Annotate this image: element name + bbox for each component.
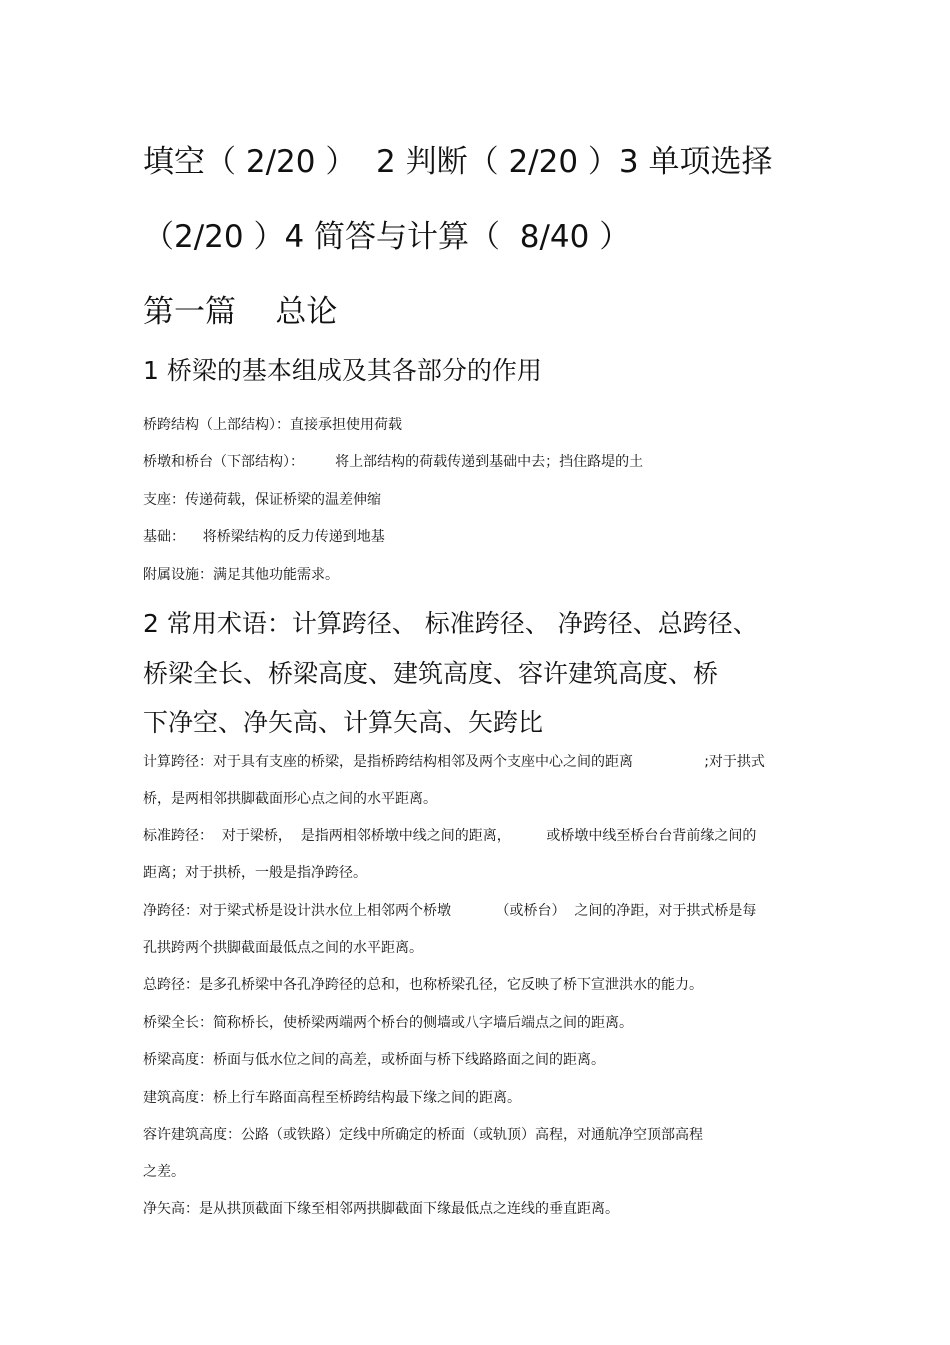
section-title: 第一篇 总论 [143, 294, 338, 330]
component-item: 桥墩和桥台（下部结构）： 将上部结构的荷载传递到基础中去；挡住路堤的土 [143, 454, 644, 470]
definition-line: 桥梁全长：简称桥长，使桥梁两端两个桥台的侧墙或八字墙后端点之间的距离。 [143, 1015, 633, 1031]
definition-line: 距离；对于拱桥，一般是指净跨径。 [143, 865, 367, 881]
definition-line: 建筑高度：桥上行车路面高程至桥跨结构最下缘之间的距离。 [143, 1090, 521, 1106]
definition-line: 计算跨径：对于具有支座的桥梁，是指桥跨结构相邻及两个支座中心之间的距离 ;对于拱式 [143, 754, 765, 770]
definition-line: 容许建筑高度：公路（或铁路）定线中所确定的桥面（或轨顶）高程，对通航净空顶部高程 [143, 1127, 703, 1143]
exam-score-line-2: （2/20 ）4 简答与计算（ 8/40 ） [143, 219, 631, 255]
definition-line: 孔拱跨两个拱脚截面最低点之间的水平距离。 [143, 940, 423, 956]
definition-line: 标准跨径： 对于梁桥， 是指两相邻桥墩中线之间的距离， 或桥墩中线至桥台台背前缘之间的 [143, 828, 757, 844]
question-2-title-line: 桥梁全长、桥梁高度、建筑高度、容许建筑高度、桥 [143, 659, 719, 688]
question-1-title: 1 桥梁的基本组成及其各部分的作用 [143, 356, 542, 385]
question-2-title-line: 2 常用术语：计算跨径、 标准跨径、 净跨径、总跨径、 [143, 609, 758, 638]
component-item: 桥跨结构（上部结构）：直接承担使用荷载 [143, 417, 402, 433]
component-item: 支座：传递荷载，保证桥梁的温差伸缩 [143, 492, 381, 508]
definition-line: 总跨径：是多孔桥梁中各孔净跨径的总和，也称桥梁孔径，它反映了桥下宣泄洪水的能力。 [143, 977, 703, 993]
definition-line: 桥，是两相邻拱脚截面形心点之间的水平距离。 [143, 791, 437, 807]
component-item: 附属设施：满足其他功能需求。 [143, 567, 339, 583]
question-2-title-line: 下净空、净矢高、计算矢高、矢跨比 [143, 708, 544, 737]
definition-line: 桥梁高度：桥面与低水位之间的高差，或桥面与桥下线路路面之间的距离。 [143, 1052, 605, 1068]
definition-line: 净跨径：对于梁式桥是设计洪水位上相邻两个桥墩 （或桥台） 之间的净距，对于拱式桥是每 [143, 903, 757, 919]
component-item: 基础： 将桥梁结构的反力传递到地基 [143, 529, 385, 545]
definition-line: 之差。 [143, 1164, 185, 1180]
definition-line: 净矢高：是从拱顶截面下缘至相邻两拱脚截面下缘最低点之连线的垂直距离。 [143, 1201, 619, 1217]
exam-score-line-1: 填空（ 2/20 ） 2 判断（ 2/20 ）3 单项选择 [143, 144, 773, 180]
